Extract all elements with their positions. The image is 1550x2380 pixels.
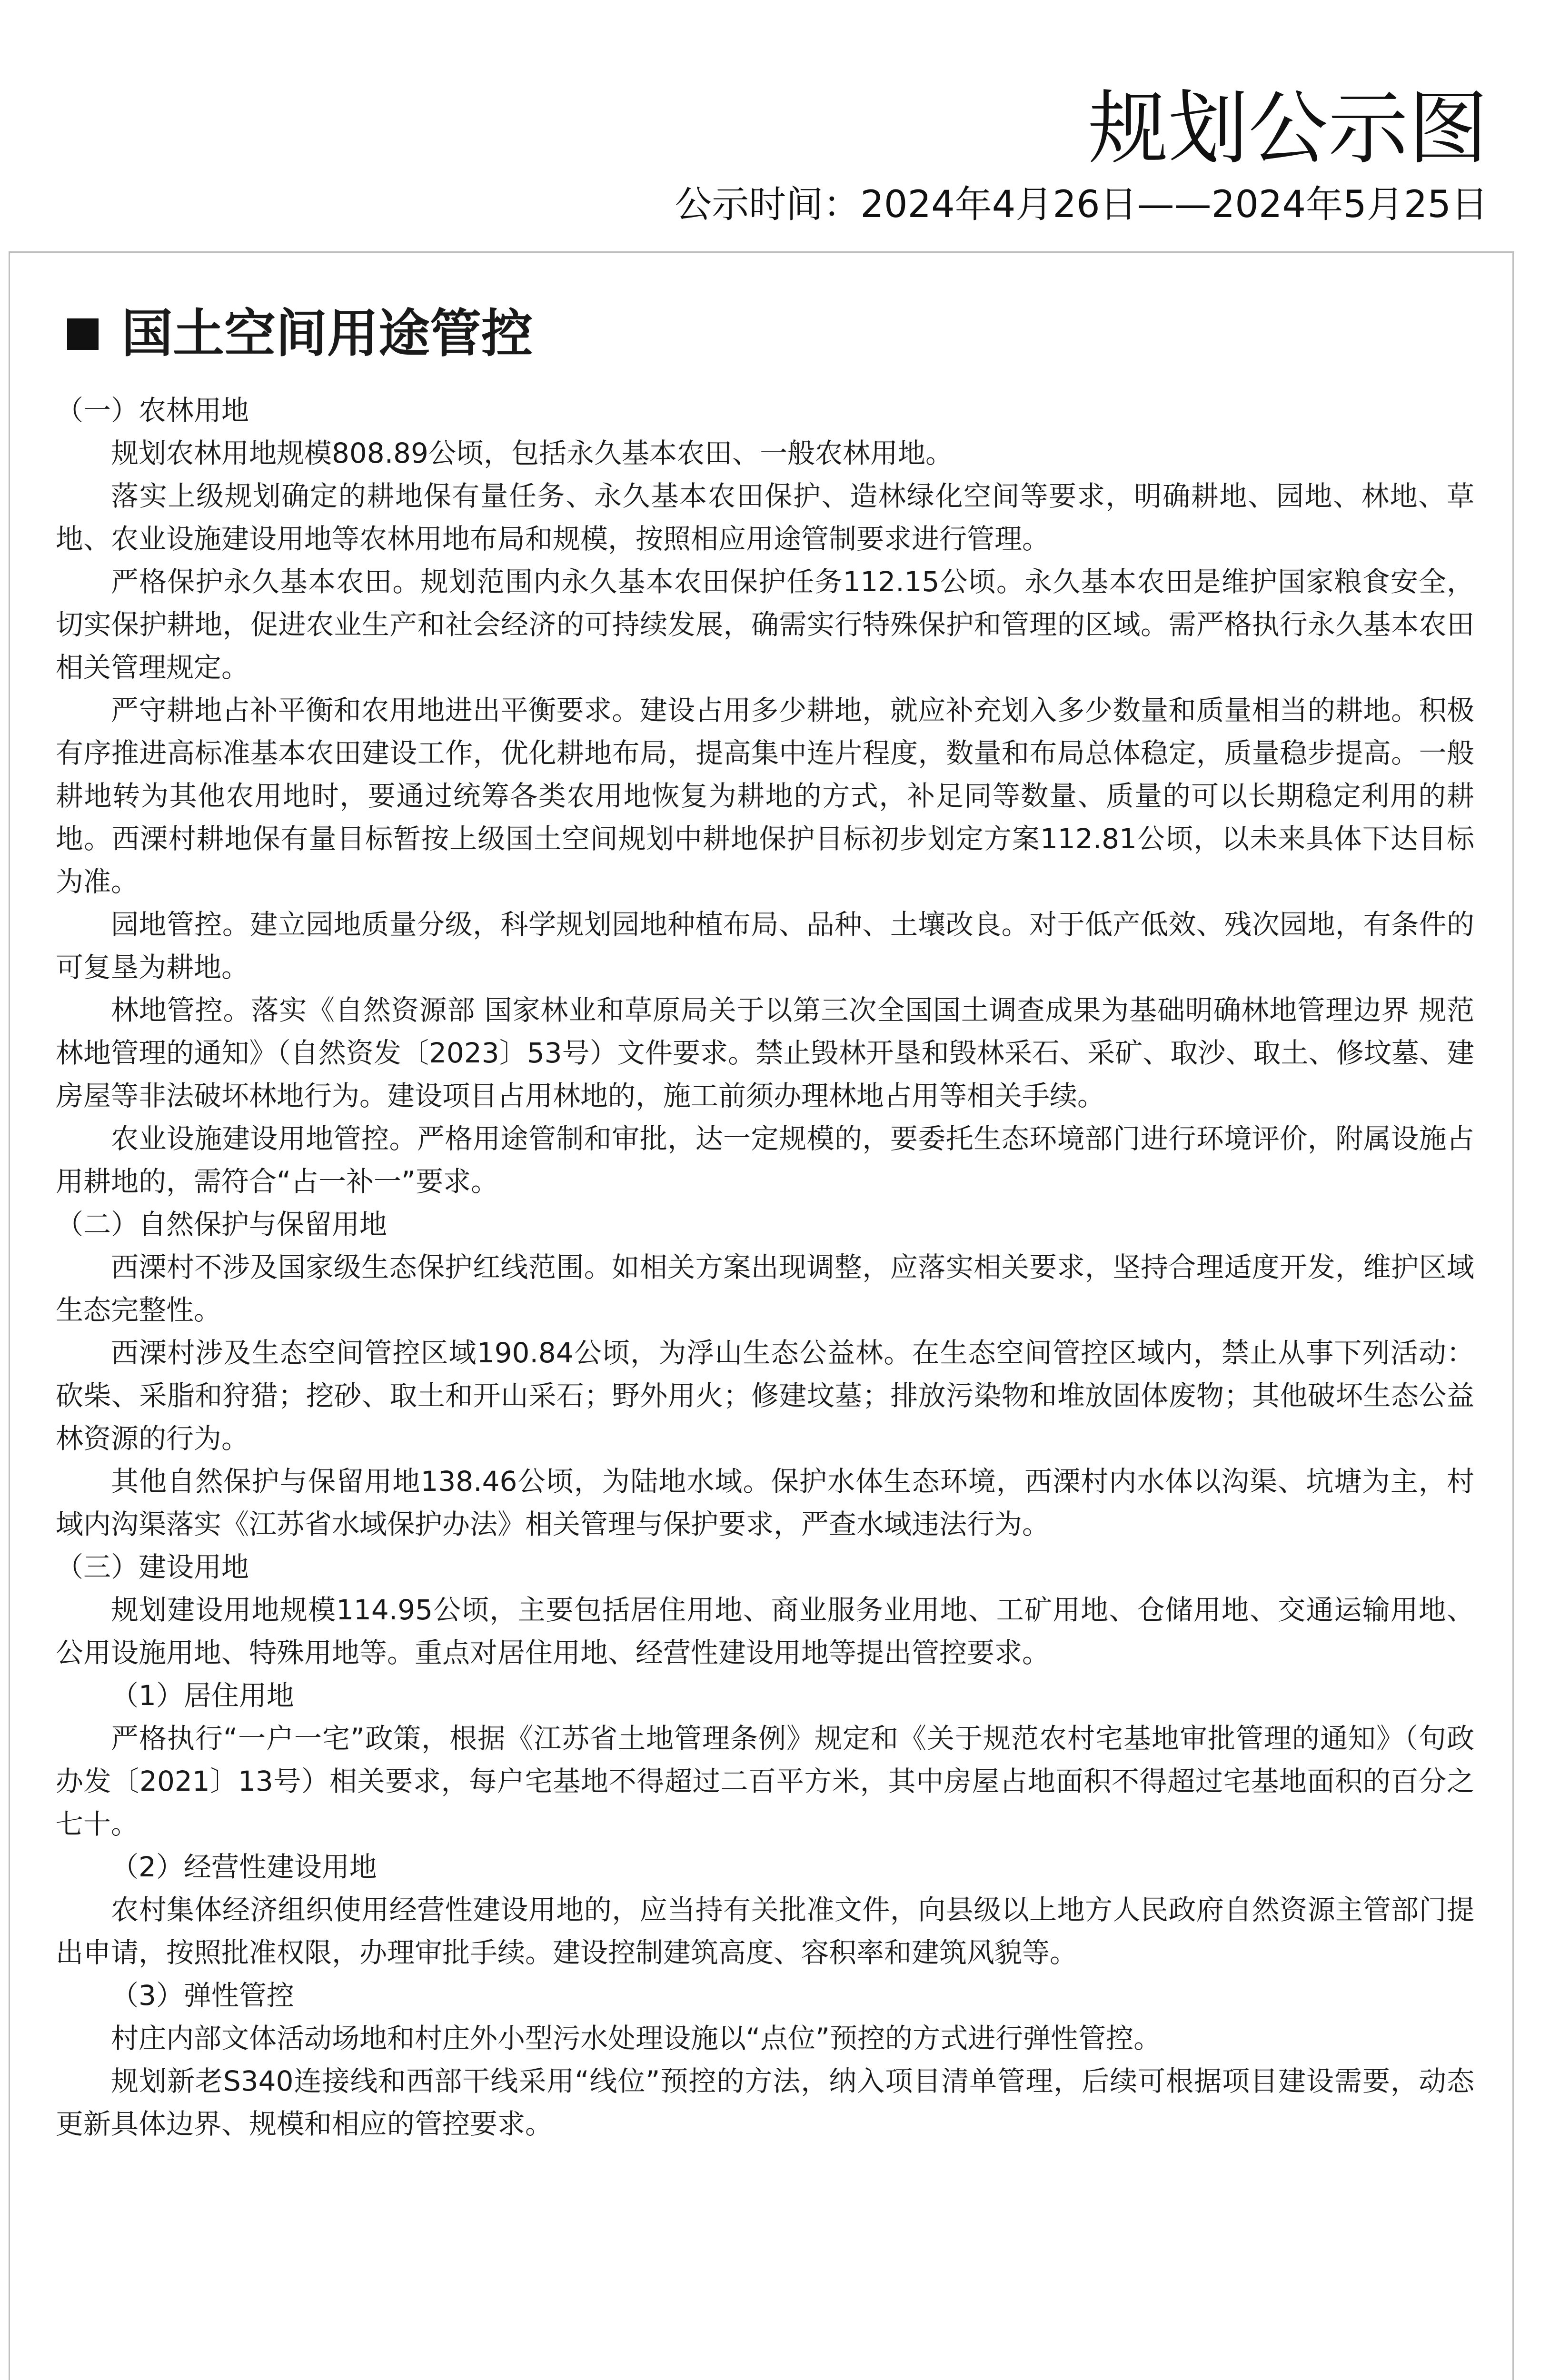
subsection-heading: （二）自然保护与保留用地 xyxy=(56,1208,388,1240)
body-paragraph: 落实上级规划确定的耕地保有量任务、永久基本农田保护、造林绿化空间等要求，明确耕地、园地、林地、草地、农业设施建设用地等农林用地布局和规模，按照相应用途管制要求进行管理。 xyxy=(56,480,1474,555)
subsection-heading: （3）弹性管控 xyxy=(111,1979,294,2012)
section-title xyxy=(56,298,1474,370)
subsection-heading: （2）经营性建设用地 xyxy=(111,1851,377,1883)
body-paragraph: 规划农林用地规模808.89公顷，包括永久基本农田、一般农林用地。 xyxy=(111,437,953,469)
body-paragraph: 规划新老S340连接线和西部干线采用“线位”预控的方法，纳入项目清单管理，后续可根据项目建设需要，动态更新具体边界、规模和相应的管控要求。 xyxy=(56,2065,1474,2140)
body-paragraph: 严格执行“一户一宅”政策，根据《江苏省土地管理条例》规定和《关于规范农村宅基地审批管理的通知》（句政办发〔2021〕13号）相关要求，每户宅基地不得超过二百平方米，其中房屋占地面积不得超过宅基地面积的百分之七十。 xyxy=(56,1722,1474,1840)
content-frame xyxy=(9,251,1514,2380)
main-content xyxy=(56,298,1474,2145)
square-bullet-icon xyxy=(67,318,99,350)
body-paragraph: 严守耕地占补平衡和农用地进出平衡要求。建设占用多少耕地，就应补充划入多少数量和质量相当的耕地。积极有序推进高标准基本农田建设工作，优化耕地布局，提高集中连片程度，数量和布局总体稳定，质量稳步提高。一般耕地转为其他农用地时，要通过统筹各类农用地恢复为耕地的方式，补足同等数量、质量的可以长期稳定利用的耕地。西溧村耕地保有量目标暂按上级国土空间规划中耕地保护目标初步划定方案112.81公顷，以未来具体下达目标为准。 xyxy=(56,694,1474,898)
page-title: 规划公示图 xyxy=(1088,82,1488,175)
publication-date: 公示时间：2024年4月26日——2024年5月25日 xyxy=(675,183,1488,226)
body-paragraph: 规划建设用地规模114.95公顷，主要包括居住用地、商业服务业用地、工矿用地、仓储用地、交通运输用地、公用设施用地、特殊用地等。重点对居住用地、经营性建设用地等提出管控要求。 xyxy=(56,1594,1474,1669)
body-paragraph: 严格保护永久基本农田。规划范围内永久基本农田保护任务112.15公顷。永久基本农田是维护国家粮食安全，切实保护耕地，促进农业生产和社会经济的可持续发展，确需实行特殊保护和管理的区域。需严格执行永久基本农田相关管理规定。 xyxy=(56,565,1474,684)
body-paragraph: 西溧村涉及生态空间管控区域190.84公顷，为浮山生态公益林。在生态空间管控区域内，禁止从事下列活动：砍柴、采脂和狩猎；挖砂、取土和开山采石；野外用火；修建坟墓；排放污染物和堆放固体废物；其他破坏生态公益林资源的行为。 xyxy=(56,1337,1474,1455)
subsection-heading: （三）建设用地 xyxy=(56,1551,249,1583)
subsection-heading: （1）居住用地 xyxy=(111,1679,294,1712)
body-paragraph: 农村集体经济组织使用经营性建设用地的，应当持有关批准文件，向县级以上地方人民政府自然资源主管部门提出申请，按照批准权限，办理审批手续。建设控制建筑高度、容积率和建筑风貌等。 xyxy=(56,1894,1474,1969)
section-title-text: 国土空间用途管控 xyxy=(121,304,533,364)
page-header xyxy=(0,0,1550,248)
subsection-heading: （一）农林用地 xyxy=(56,394,249,426)
body-paragraph: 园地管控。建立园地质量分级，科学规划园地种植布局、品种、土壤改良。对于低产低效、残次园地，有条件的可复垦为耕地。 xyxy=(56,908,1474,983)
body-paragraph: 西溧村不涉及国家级生态保护红线范围。如相关方案出现调整，应落实相关要求，坚持合理适度开发，维护区域生态完整性。 xyxy=(56,1251,1474,1326)
section-body xyxy=(56,389,1474,2145)
body-paragraph: 其他自然保护与保留用地138.46公顷，为陆地水域。保护水体生态环境，西溧村内水体以沟渠、坑塘为主，村域内沟渠落实《江苏省水域保护办法》相关管理与保护要求，严查水域违法行为。 xyxy=(56,1465,1474,1540)
body-paragraph: 村庄内部文体活动场地和村庄外小型污水处理设施以“点位”预控的方式进行弹性管控。 xyxy=(111,2022,1162,2054)
body-paragraph: 林地管控。落实《自然资源部 国家林业和草原局关于以第三次全国国土调查成果为基础明确林地管理边界 规范林地管理的通知》（自然资发〔2023〕53号）文件要求。禁止毁林开垦和毁林采石、采矿、取沙、取土、修坟墓、建房屋等非法破坏林地行为。建设项目占用林地的，施工前须办理林地占用等相关手续。 xyxy=(56,994,1474,1112)
body-paragraph: 农业设施建设用地管控。严格用途管制和审批，达一定规模的，要委托生态环境部门进行环境评价，附属设施占用耕地的，需符合“占一补一”要求。 xyxy=(56,1122,1474,1198)
